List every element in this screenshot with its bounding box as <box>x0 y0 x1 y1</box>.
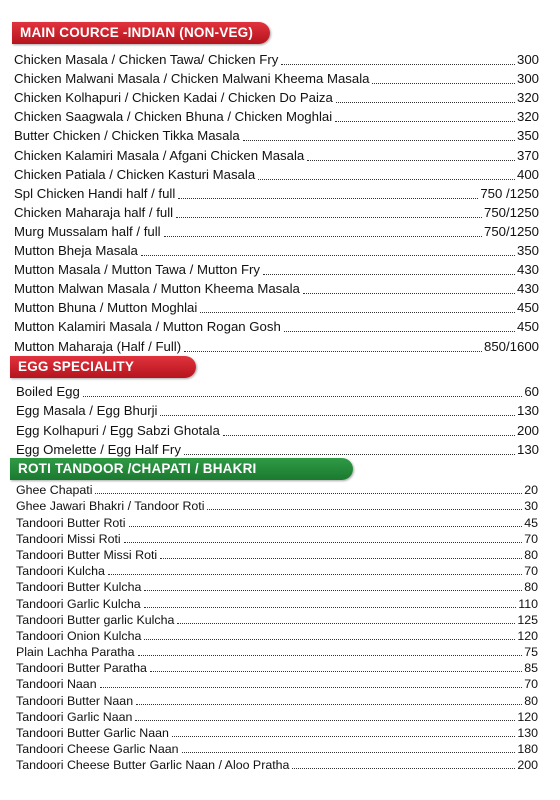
menu-item-name: Butter Chicken / Chicken Tikka Masala <box>14 128 240 144</box>
menu-list-roti-tandoor <box>0 482 560 773</box>
dot-leader <box>100 687 523 688</box>
menu-item-name: Egg Omelette / Egg Half Fry <box>16 442 181 457</box>
dot-leader <box>307 160 515 161</box>
menu-item-price: 850/1600 <box>483 338 539 354</box>
menu-item-name: Tandoori Cheese Garlic Naan <box>16 742 179 757</box>
menu-item-name: Tandoori Garlic Kulcha <box>16 596 141 611</box>
menu-item-price: 200 <box>516 422 539 438</box>
menu-item-name: Chicken Patiala / Chicken Kasturi Masala <box>14 166 256 182</box>
menu-item <box>14 279 539 298</box>
menu-item-price: 320 <box>516 90 539 106</box>
menu-item <box>16 660 538 676</box>
menu-item-price: 120 <box>517 628 538 643</box>
dot-leader <box>223 435 515 436</box>
dot-leader <box>207 509 522 510</box>
menu-item-name: Spl Chicken Handi half / full <box>14 185 176 201</box>
menu-item-price: 350 <box>516 243 539 259</box>
dot-leader <box>160 415 515 416</box>
menu-item-price: 60 <box>524 383 539 399</box>
menu-item <box>14 165 539 184</box>
menu-item-price: 320 <box>516 109 539 125</box>
menu-item <box>14 69 539 88</box>
menu-item-name: Mutton Bhuna / Mutton Moghlai <box>14 300 198 316</box>
menu-item-name: Tandoori Butter Missi Roti <box>16 547 158 562</box>
menu-item-price: 75 <box>524 645 538 660</box>
dot-leader <box>258 179 515 180</box>
menu-item-price: 750 /1250 <box>480 185 539 201</box>
dot-leader <box>184 351 482 352</box>
dot-leader <box>243 140 515 141</box>
menu-item-name: Tandoori Butter garlic Kulcha <box>16 612 175 627</box>
section-title-roti-tandoor: ROTI TANDOOR /CHAPATI / BHAKRI <box>10 458 353 480</box>
menu-item-price: 130 <box>517 726 538 740</box>
menu-item-price: 450 <box>516 319 539 335</box>
menu-item-name: Murg Mussalam half / full <box>14 223 161 239</box>
menu-item <box>14 184 539 203</box>
menu-item <box>16 757 538 773</box>
dot-leader <box>136 704 522 705</box>
section-egg-speciality <box>0 356 560 459</box>
menu-item <box>16 420 539 440</box>
dot-leader <box>144 639 515 640</box>
menu-item-price: 400 <box>516 166 539 182</box>
dot-leader <box>164 236 482 237</box>
menu-item-name: Tandoori Onion Kulcha <box>16 628 142 643</box>
menu-item-price: 450 <box>516 300 539 316</box>
menu-item-price: 130 <box>516 403 539 418</box>
dot-leader <box>144 607 517 608</box>
dot-leader <box>124 542 523 543</box>
menu-item-price: 70 <box>524 564 538 579</box>
dot-leader <box>144 590 522 591</box>
menu-item-name: Mutton Masala / Mutton Tawa / Mutton Fry <box>14 262 261 278</box>
menu-item-name: Chicken Saagwala / Chicken Bhuna / Chicken Moghlai <box>14 109 333 125</box>
dot-leader <box>178 198 478 199</box>
menu-item-name: Ghee Chapati <box>16 483 93 498</box>
menu-item <box>16 612 538 628</box>
menu-item <box>16 595 538 611</box>
menu-item <box>16 563 538 579</box>
menu-item <box>16 482 538 498</box>
menu-item-price: 750/1250 <box>483 204 539 220</box>
dot-leader <box>160 558 522 559</box>
menu-item-name: Egg Kolhapuri / Egg Sabzi Ghotala <box>16 422 220 438</box>
menu-item-name: Chicken Maharaja half / full <box>14 204 174 220</box>
menu-item-name: Mutton Maharaja (Half / Full) <box>14 338 182 354</box>
menu-item <box>16 725 538 741</box>
menu-item-name: Chicken Kalamiri Masala / Afgani Chicken Masala <box>14 147 305 163</box>
menu-item <box>16 741 538 757</box>
dot-leader <box>176 217 482 218</box>
menu-item-price: 120 <box>517 709 538 724</box>
menu-item-price: 350 <box>516 128 539 144</box>
menu-item-name: Chicken Masala / Chicken Tawa/ Chicken Fry <box>14 52 279 68</box>
menu-item-price: 130 <box>516 442 539 457</box>
menu-item-price: 200 <box>517 758 538 773</box>
menu-item <box>14 260 539 279</box>
menu-item-price: 85 <box>524 661 538 676</box>
menu-item-price: 300 <box>516 52 539 68</box>
menu-item-name: Tandoori Butter Naan <box>16 693 134 708</box>
dot-leader <box>141 255 515 256</box>
menu-item <box>16 709 538 725</box>
menu-item <box>14 107 539 126</box>
menu-item-name: Mutton Bheja Masala <box>14 243 138 259</box>
menu-item-name: Tandoori Butter Paratha <box>16 661 147 676</box>
menu-item-price: 80 <box>524 547 538 562</box>
dot-leader <box>182 752 516 753</box>
menu-item-name: Tandoori Butter Roti <box>16 515 126 530</box>
menu-item-name: Tandoori Cheese Butter Garlic Naan / Aloo Pratha <box>16 758 290 773</box>
section-roti-tandoor <box>0 458 560 773</box>
menu-item <box>14 145 539 164</box>
dot-leader <box>284 331 515 332</box>
menu-item-price: 80 <box>524 693 538 708</box>
menu-item-name: Plain Lachha Paratha <box>16 645 135 660</box>
menu-item <box>14 50 539 69</box>
dot-leader <box>177 623 515 624</box>
dot-leader <box>108 574 522 575</box>
menu-item-name: Tandoori Naan <box>16 677 97 692</box>
menu-item <box>16 692 538 708</box>
menu-item-name: Tandoori Butter Kulcha <box>16 580 142 595</box>
menu-item-name: Chicken Malwani Masala / Chicken Malwani Kheema Masala <box>14 71 370 87</box>
menu-item-price: 110 <box>518 596 538 611</box>
dot-leader <box>95 493 522 494</box>
dot-leader <box>281 64 515 65</box>
menu-item-price: 370 <box>516 147 539 163</box>
dot-leader <box>263 274 515 275</box>
dot-leader <box>138 655 523 656</box>
menu-item-price: 20 <box>524 483 538 498</box>
menu-item <box>16 579 538 595</box>
menu-item-price: 300 <box>516 71 539 87</box>
dot-leader <box>303 293 515 294</box>
dot-leader <box>335 121 515 122</box>
menu-item <box>14 203 539 222</box>
dot-leader <box>129 526 523 527</box>
menu-item-price: 70 <box>524 531 538 546</box>
menu-item-price: 70 <box>524 677 538 692</box>
menu-item-price: 45 <box>524 515 538 530</box>
dot-leader <box>184 454 515 455</box>
menu-item <box>16 531 538 547</box>
menu-item-name: Tandoori Missi Roti <box>16 531 121 546</box>
menu-list-egg-speciality <box>0 381 560 459</box>
menu-item <box>16 514 538 530</box>
menu-item <box>16 676 538 692</box>
menu-item-name: Egg Masala / Egg Bhurji <box>16 403 158 418</box>
section-title-main-course: MAIN COURCE -INDIAN (NON-VEG) <box>12 22 270 44</box>
section-title-egg-speciality: EGG SPECIALITY <box>10 356 196 378</box>
menu-item-name: Mutton Kalamiri Masala / Mutton Rogan Gosh <box>14 319 281 335</box>
menu-item <box>14 317 539 336</box>
menu-item <box>16 498 538 514</box>
menu-item <box>14 88 539 107</box>
dot-leader <box>83 396 523 397</box>
dot-leader <box>336 102 515 103</box>
menu-item-name: Boiled Egg <box>16 383 80 399</box>
menu-item-price: 750/1250 <box>483 223 539 239</box>
menu-item-price: 180 <box>517 742 538 757</box>
menu-item-price: 430 <box>516 281 539 297</box>
section-main-course <box>0 22 560 356</box>
menu-item-price: 80 <box>524 580 538 595</box>
menu-item-price: 430 <box>516 262 539 278</box>
dot-leader <box>292 768 515 769</box>
menu-list-main-course <box>0 50 560 356</box>
dot-leader <box>172 736 515 737</box>
dot-leader <box>150 671 522 672</box>
dot-leader <box>135 720 515 721</box>
menu-item <box>16 547 538 563</box>
menu-item <box>14 126 539 145</box>
menu-item <box>16 440 539 460</box>
menu-item <box>14 222 539 241</box>
menu-item <box>16 381 539 401</box>
menu-item-name: Ghee Jawari Bhakri / Tandoor Roti <box>16 499 205 514</box>
menu-item <box>14 241 539 260</box>
menu-item <box>16 628 538 644</box>
menu-item-name: Chicken Kolhapuri / Chicken Kadai / Chicken Do Paiza <box>14 90 333 106</box>
menu-item-name: Mutton Malwan Masala / Mutton Kheema Masala <box>14 281 300 297</box>
menu-item <box>14 298 539 317</box>
menu-item-name: Tandoori Butter Garlic Naan <box>16 726 169 740</box>
dot-leader <box>200 312 515 313</box>
menu-item <box>16 644 538 660</box>
menu-item-price: 30 <box>524 499 538 514</box>
menu-item-price: 125 <box>517 612 538 627</box>
menu-item-name: Tandoori Kulcha <box>16 564 105 579</box>
menu-item-name: Tandoori Garlic Naan <box>16 709 133 724</box>
menu-item <box>16 401 539 421</box>
dot-leader <box>372 83 515 84</box>
menu-item <box>14 336 539 355</box>
